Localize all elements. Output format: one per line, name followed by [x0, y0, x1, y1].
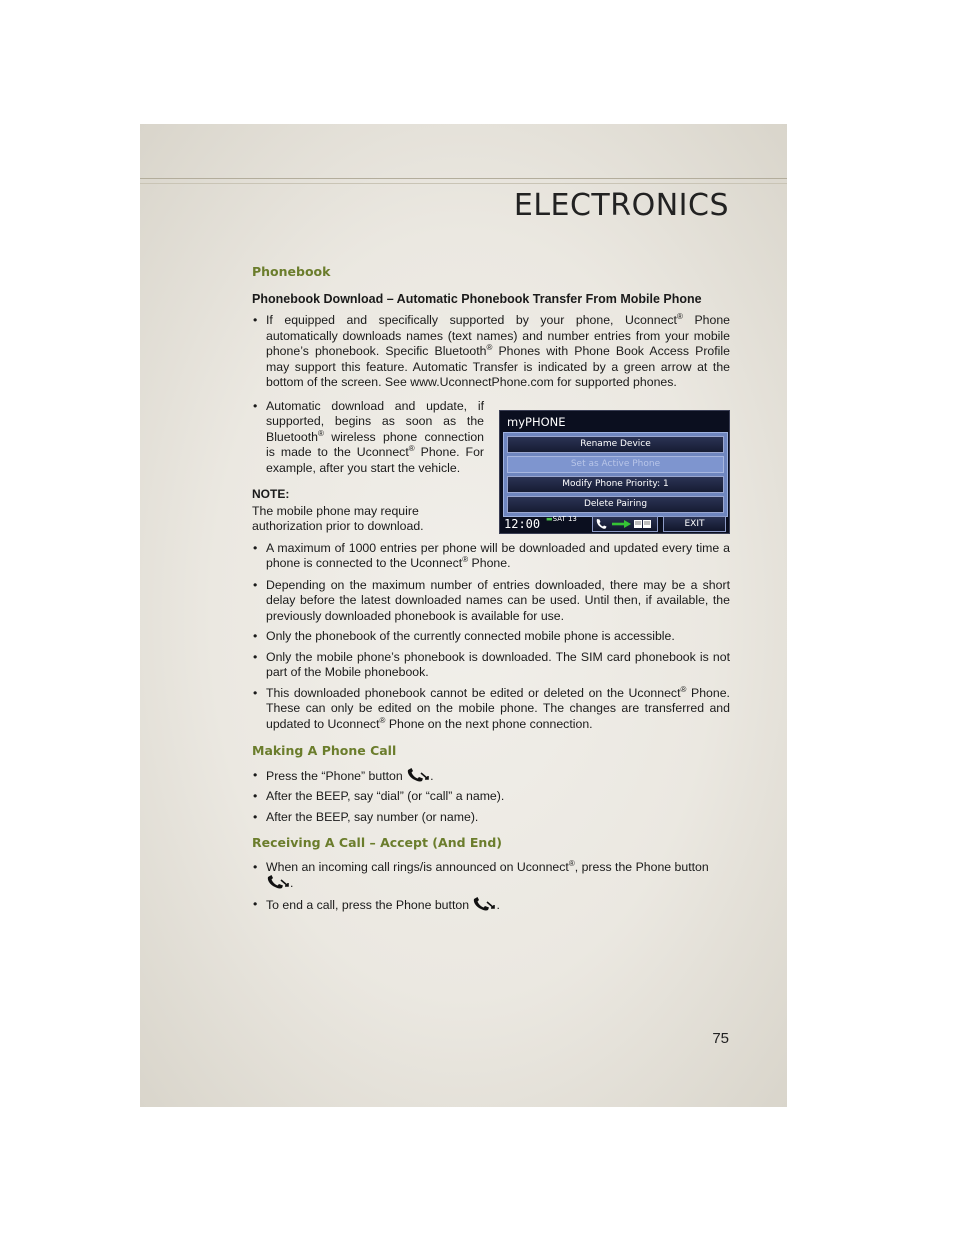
phone-handset-icon — [406, 768, 430, 783]
section-title: ELECTRONICS — [513, 188, 729, 223]
phone-handset-icon — [266, 875, 290, 890]
list-item: • To end a call, press the Phone button . — [252, 897, 730, 914]
phone-transfer-icon — [593, 517, 657, 531]
screen-title: myPHONE — [507, 415, 566, 429]
left-column — [252, 399, 484, 535]
phone-transfer-status[interactable] — [592, 516, 658, 532]
phone-handset-icon — [472, 897, 496, 912]
myphone-screen-image — [499, 410, 730, 534]
list-item: • When an incoming call rings/is announced on Uconnect®, press the Phone button . — [252, 860, 730, 892]
receiving-call-heading: Receiving A Call – Accept (And End) — [252, 835, 502, 850]
note-label: NOTE: — [252, 487, 290, 501]
signal-icon: ▬ — [546, 515, 553, 523]
clock: 12:00 — [504, 517, 541, 531]
list-item: • After the BEEP, say “dial” (or “call” a name). — [252, 789, 730, 805]
phonebook-heading: Phonebook — [252, 264, 331, 279]
list-item: • Depending on the maximum number of entries downloaded, there may be a short delay before the latest downloaded names can be used. Until then, if available, the previously downloaded phonebook is available for use. — [252, 578, 730, 625]
sat-radio-indicator: ▬SAT 13 — [546, 515, 577, 523]
page-content — [252, 264, 730, 913]
list-item: • Automatic download and update, if supported, begins as soon as the Bluetooth® wireless phone connection is made to the Uconnect® Phone. For example, after you start the vehicle. — [252, 399, 484, 477]
exit-button[interactable]: EXIT — [663, 516, 726, 532]
delete-pairing-button[interactable]: Delete Pairing — [507, 496, 724, 513]
list-item: • This downloaded phonebook cannot be edited or deleted on the Uconnect® Phone. These can only be edited on the mobile phone. The changes are transferred and updated to Uconnect® Phone on the next phone connection. — [252, 686, 730, 733]
making-call-heading: Making A Phone Call — [252, 743, 397, 758]
page-number: 75 — [712, 1030, 729, 1047]
list-item: • If equipped and specifically supported by your phone, Uconnect® Phone automatically downloads names (text names) and number entries from your mobile phone’s phonebook. Specific Bluetooth® Phones with Phone Book Access Profile may support this feature. Automatic Transfer is indicated by a green arrow at the bottom of the screen. See www.UconnectPhone.com for supported phones. — [252, 313, 730, 391]
list-item: • A maximum of 1000 entries per phone will be downloaded and updated every time a phone is connected to the Uconnect® Phone. — [252, 541, 730, 572]
set-active-phone-button[interactable]: Set as Active Phone — [507, 456, 724, 473]
list-item: • Only the mobile phone’s phonebook is downloaded. The SIM card phonebook is not part of the Mobile phonebook. — [252, 650, 730, 681]
note-text: The mobile phone may require authorization prior to download. — [252, 503, 424, 533]
modify-priority-button[interactable]: Modify Phone Priority: 1 — [507, 476, 724, 493]
list-item: • Press the “Phone” button . — [252, 768, 730, 785]
phonebook-subheading: Phonebook Download – Automatic Phonebook Transfer From Mobile Phone — [252, 291, 702, 306]
list-item: • After the BEEP, say number (or name). — [252, 810, 730, 826]
list-item: • Only the phonebook of the currently connected mobile phone is accessible. — [252, 629, 730, 645]
rename-device-button[interactable]: Rename Device — [507, 436, 724, 453]
manual-page — [140, 124, 787, 1107]
header-rule-top — [140, 178, 787, 179]
header-rule-bottom — [140, 183, 787, 184]
screen-menu-panel — [503, 432, 728, 517]
screen-status-bar — [500, 515, 729, 533]
